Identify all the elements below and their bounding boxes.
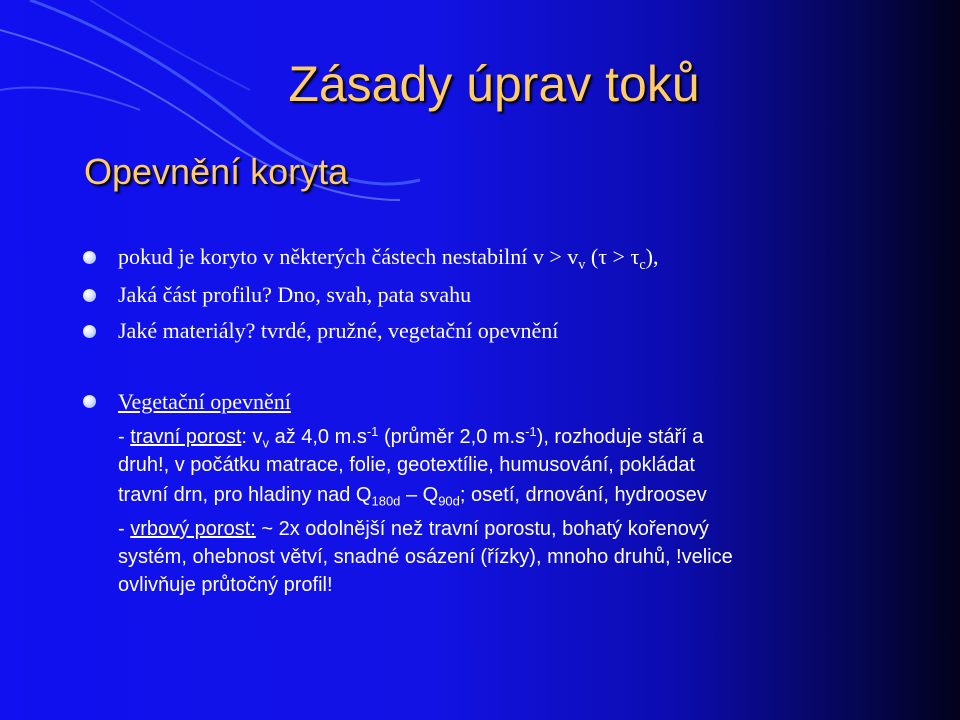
detail-line-1: - travní porost: $v_v$ až 4,0 $m.s^{-1}$ (průměr 2,0 $m.s^{-1}$), rozhoduje stáří a bbox=[118, 423, 704, 451]
bullet-marker bbox=[83, 251, 96, 264]
detail-line-3: travní drn, pro hladiny nad $Q_{180d} - Q_{90d}$; osetí, drnování, hydroosev bbox=[118, 484, 707, 509]
detail-line-5: systém, ohebnost větví, snadné osázení (řízky), mnoho druhů, !velice bbox=[118, 546, 733, 568]
detail-line-2: druh!, v počátku matrace, folie, geotextílie, humusování, pokládat bbox=[118, 454, 695, 476]
bullet-marker bbox=[83, 325, 96, 338]
bullet-marker bbox=[83, 289, 96, 302]
slide-subtitle: Opevnění koryta bbox=[84, 151, 349, 192]
slide-title: Zásady úprav toků bbox=[288, 56, 700, 112]
detail-line-6: ovlivňuje průtočný profil! bbox=[118, 574, 333, 596]
bullet-item-4: Vegetační opevnění bbox=[118, 389, 291, 414]
bullet-item-1: pokud je koryto v některých částech nestabilní $v > v_v$ $(\tau > \tau_c)$, bbox=[118, 244, 659, 273]
bullet-marker bbox=[83, 395, 96, 408]
detail-line-4: - vrbový porost: ~ 2x odolnější než travní porostu, bohatý kořenový bbox=[118, 518, 709, 540]
bullet-item-3: Jaké materiály? tvrdé, pružné, vegetační opevnění bbox=[118, 318, 559, 343]
bullet-item-2: Jaká část profilu? Dno, svah, pata svahu bbox=[118, 282, 472, 307]
